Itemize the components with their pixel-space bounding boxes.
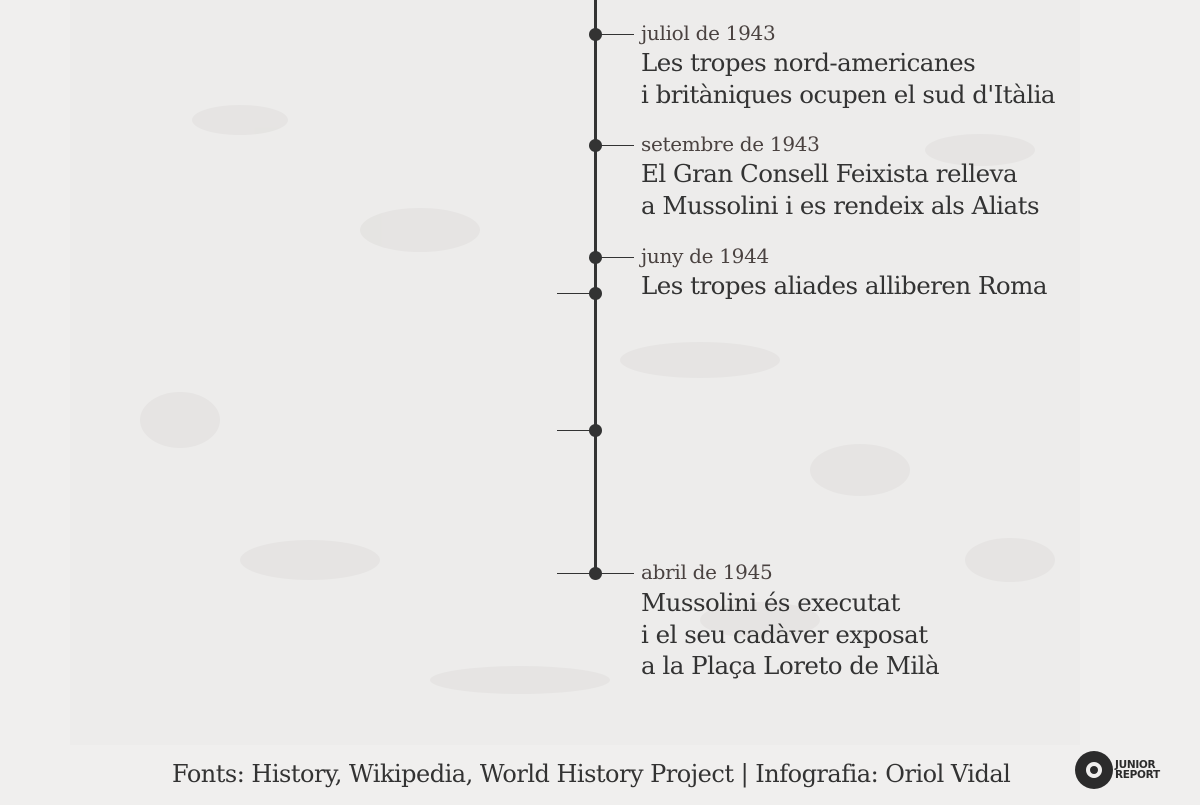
- event-description-line: Les tropes nord-americanes: [641, 48, 976, 77]
- event-connector: [597, 34, 634, 35]
- event-description-line: El Gran Consell Feixista relleva: [641, 159, 1018, 188]
- event-date: abril de 1945: [641, 560, 773, 584]
- event-description-line: Les tropes aliades alliberen Roma: [641, 271, 1048, 300]
- logo-word-report: REPORT: [1115, 769, 1160, 781]
- event-connector: [557, 430, 594, 431]
- footer-credits: Fonts: History, Wikipedia, World History Project | Infografia: Oriol Vidal: [172, 760, 1011, 788]
- event-connector: [597, 573, 634, 574]
- event-date: juliol de 1943: [641, 21, 776, 45]
- logo-ring-icon: [1075, 751, 1113, 789]
- event-description-line: a Mussolini i es rendeix als Aliats: [641, 190, 1040, 220]
- event-description: [641, 270, 1047, 302]
- event-description-line: a la Plaça Loreto de Milà: [641, 651, 940, 680]
- event-description: [641, 47, 1055, 110]
- event-date: juny de 1944: [641, 244, 769, 268]
- event-description: [641, 158, 1039, 221]
- brand-logo: [1075, 751, 1175, 791]
- event-connector: [597, 257, 634, 258]
- event-date: setembre de 1943: [641, 132, 820, 156]
- event-description-line: i britàniques ocupen el sud d'Itàlia: [641, 79, 1056, 109]
- event-description-line: Mussolini és executat: [641, 588, 900, 617]
- logo-word-junior: JUNIOR: [1115, 759, 1156, 771]
- event-connector: [597, 145, 634, 146]
- event-connector: [557, 293, 594, 294]
- event-description-line: i el seu cadàver exposat: [641, 619, 928, 649]
- event-description: [641, 587, 939, 682]
